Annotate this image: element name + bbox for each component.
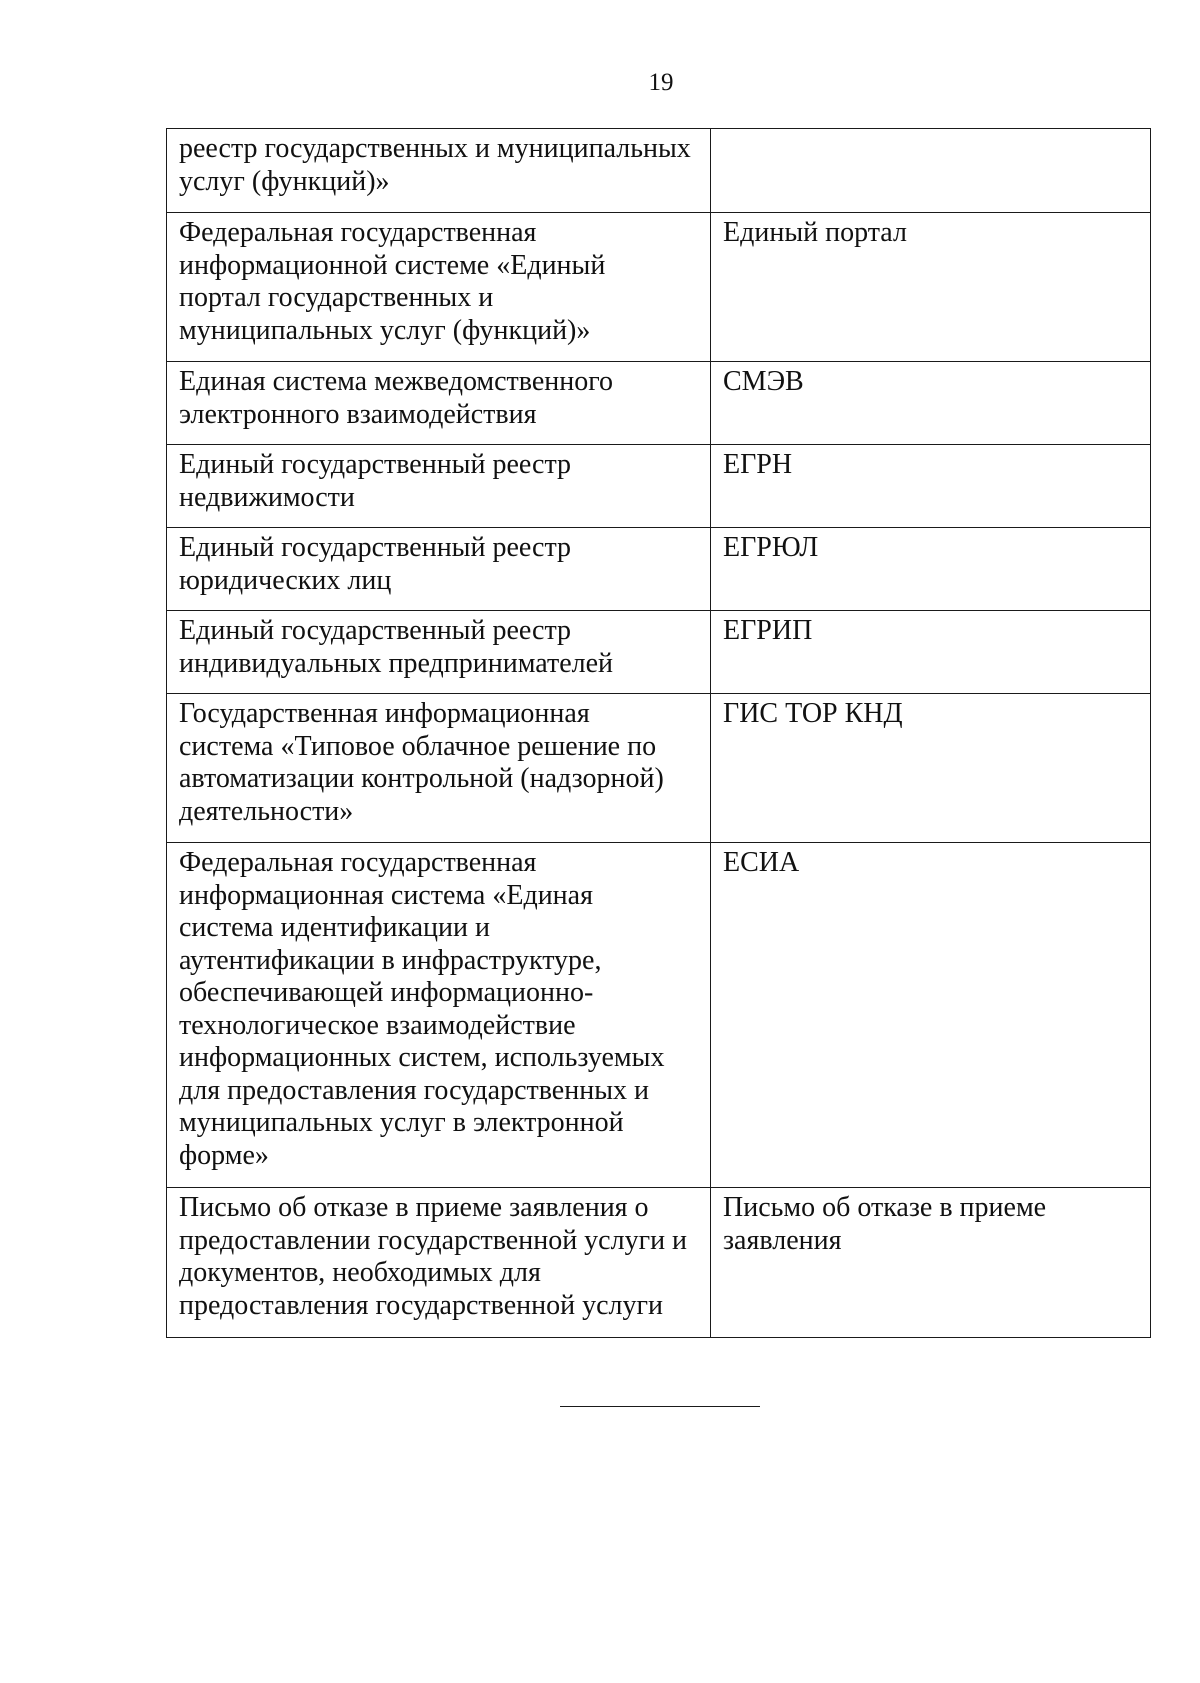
- table-row: [167, 213, 1151, 362]
- table-row: [167, 362, 1151, 445]
- system-name: Федеральная государственная информационной системе «Единый портал государственных и муниципальных услуг (функций)»: [179, 217, 606, 346]
- abbreviations-table: [166, 128, 1151, 1338]
- system-name-cell: [167, 213, 711, 362]
- abbreviation-cell: [711, 611, 1151, 694]
- table-row: [167, 528, 1151, 611]
- abbreviation: Единый портал: [723, 217, 907, 248]
- abbreviation-cell: [711, 843, 1151, 1188]
- abbreviation-cell: [711, 213, 1151, 362]
- system-name-cell: [167, 611, 711, 694]
- system-name: Государственная информационная система «Типовое облачное решение по автоматизации контрольной (надзорной) деятельности»: [179, 698, 664, 827]
- abbreviation-cell: [711, 362, 1151, 445]
- table-row: [167, 129, 1151, 213]
- table-row: [167, 694, 1151, 843]
- abbreviation: ГИС ТОР КНД: [723, 698, 903, 729]
- system-name-cell: [167, 129, 711, 213]
- system-name-cell: [167, 694, 711, 843]
- abbreviation: Письмо об отказе в приеме заявления: [723, 1192, 1047, 1256]
- abbreviation: ЕГРН: [723, 449, 793, 480]
- system-name-cell: [167, 843, 711, 1188]
- table-row: [167, 1188, 1151, 1338]
- system-name-cell: [167, 445, 711, 528]
- table-row: [167, 445, 1151, 528]
- table-row: [167, 611, 1151, 694]
- abbreviation-cell: [711, 694, 1151, 843]
- abbreviation-cell: [711, 528, 1151, 611]
- end-separator-line: [560, 1406, 760, 1407]
- abbreviation-cell: [711, 445, 1151, 528]
- system-name: Единый государственный реестр юридических лиц: [179, 532, 572, 596]
- system-name-cell: [167, 362, 711, 445]
- abbreviation: ЕГРИП: [723, 615, 813, 646]
- system-name: Единый государственный реестр недвижимости: [179, 449, 572, 513]
- abbreviation: ЕГРЮЛ: [723, 532, 819, 563]
- system-name: Федеральная государственная информационная система «Единая система идентификации и аутентификации в инфраструктуре, обеспечивающей информационно- технологическое взаимодействие информационных систем, используемых для предоставления государственных и муниципальных услуг в электронной форме»: [179, 847, 665, 1171]
- page-number: 19: [648, 69, 674, 96]
- system-name: реестр государственных и муниципальных услуг (функций)»: [179, 133, 691, 197]
- abbreviation-cell: [711, 1188, 1151, 1338]
- system-name-cell: [167, 528, 711, 611]
- system-name: Единый государственный реестр индивидуальных предпринимателей: [179, 615, 613, 679]
- system-name-cell: [167, 1188, 711, 1338]
- abbreviation: СМЭВ: [723, 366, 804, 397]
- system-name: Единая система межведомственного электронного взаимодействия: [179, 366, 614, 430]
- system-name: Письмо об отказе в приеме заявления о предоставлении государственной услуги и документов, необходимых для предоставления государственной услуги: [179, 1192, 688, 1321]
- abbreviation-cell: [711, 129, 1151, 213]
- table-row: [167, 843, 1151, 1188]
- abbreviation: ЕСИА: [723, 847, 800, 878]
